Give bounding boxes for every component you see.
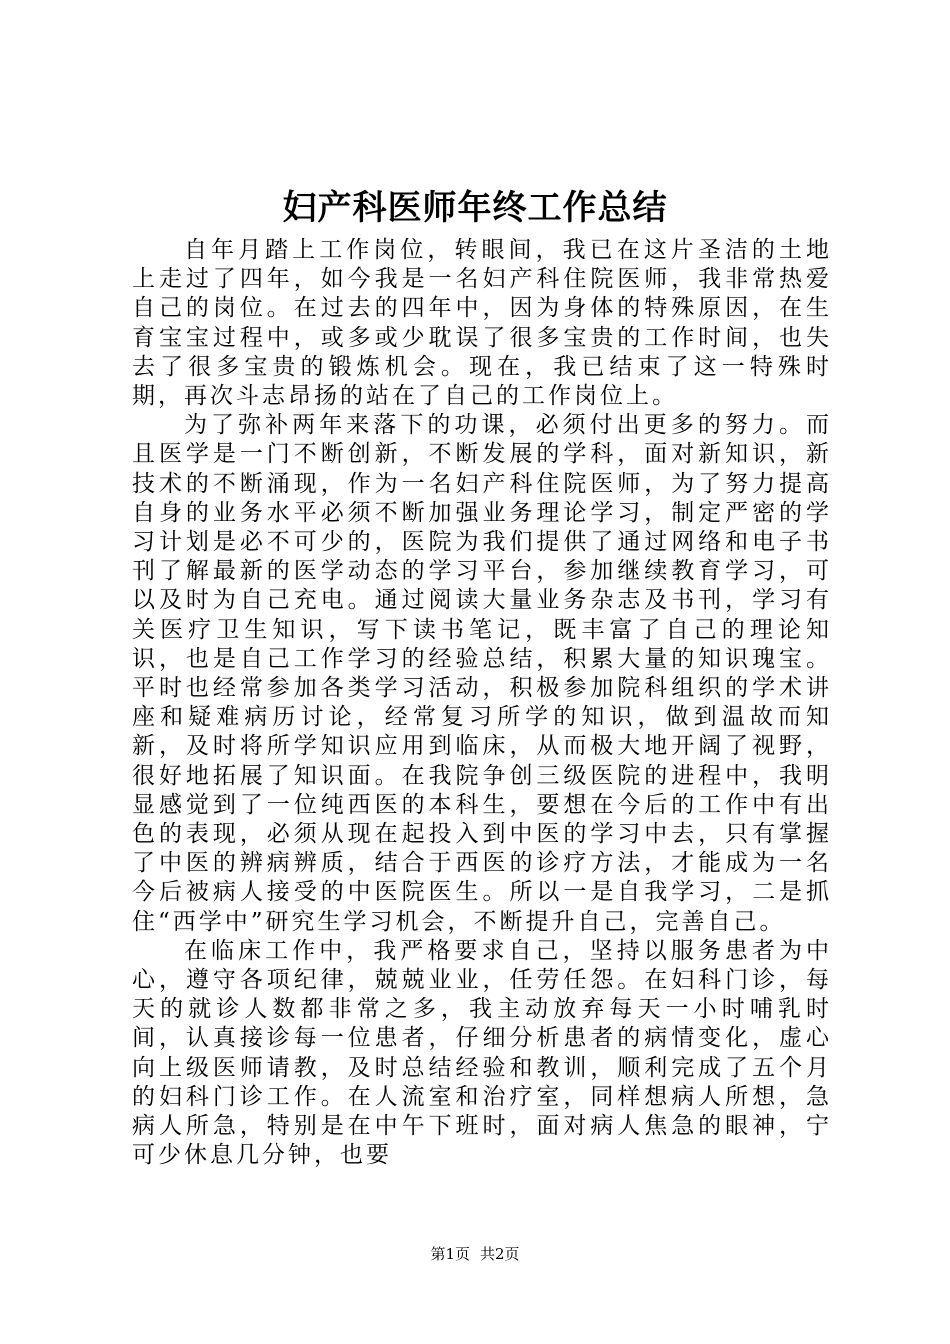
page-number-total: 共2页 [480,1245,520,1263]
paragraph-1: 自年月踏上工作岗位，转眼间，我已在这片圣洁的土地上走过了四年，如今我是一名妇产科住院医师，我非常热爱自己的岗位。在过去的四年中，因为身体的特殊原因，在生育宝宝过程中，或多或少耽误了很多宝贵的工作时间，也失去了很多宝贵的锻炼机会。现在，我已结束了这一特殊时期，再次斗志昂扬的站在了自己的工作岗位上。 [132,237,832,410]
document-body [132,236,832,1171]
page-footer [0,1244,950,1264]
page-number-current: 第1页 [430,1245,470,1263]
paragraph-2: 为了弥补两年来落下的功课，必须付出更多的努力。而且医学是一门不断创新，不断发展的学科，面对新知识，新技术的不断涌现，作为一名妇产科住院医师，为了努力提高自身的业务水平必须不断加强业务理论学习，制定严密的学习计划是必不可少的，医院为我们提供了通过网络和电子书刊了解最新的医学动态的学习平台，参加继续教育学习，可以及时为自己充电。通过阅读大量业务杂志及书刊，学习有关医疗卫生知识，写下读书笔记，既丰富了自己的理论知识，也是自己工作学习的经验总结，积累大量的知识瑰宝。平时也经常参加各类学习活动，积极参加院科组织的学术讲座和疑难病历讨论，经常复习所学的知识，做到温故而知新，及时将所学知识应用到临床，从而极大地开阔了视野，很好地拓展了知识面。在我院争创三级医院的进程中，我明显感觉到了一位纯西医的本科生，要想在今后的工作中有出色的表现，必须从现在起投入到中医的学习中去，只有掌握了中医的辨病辨质，结合于西医的诊疗方法，才能成为一名今后被病人接受的中医院医生。所以一是自我学习，二是抓住“西学中”研究生学习机会，不断提升自己，完善自己。 [132,412,832,935]
paragraph-3: 在临床工作中，我严格要求自己，坚持以服务患者为中心，遵守各项纪律，兢兢业业，任劳任怨。在妇科门诊，每天的就诊人数都非常之多，我主动放弃每天一小时哺乳时间，认真接诊每一位患者，仔细分析患者的病情变化，虚心向上级医师请教，及时总结经验和教训，顺利完成了五个月的妇科门诊工作。在人流室和治疗室，同样想病人所想，急病人所急，特别是在中午下班时，面对病人焦急的眼神，宁可少休息几分钟，也要 [132,937,832,1169]
document-title: 妇产科医师年终工作总结 [282,188,668,228]
